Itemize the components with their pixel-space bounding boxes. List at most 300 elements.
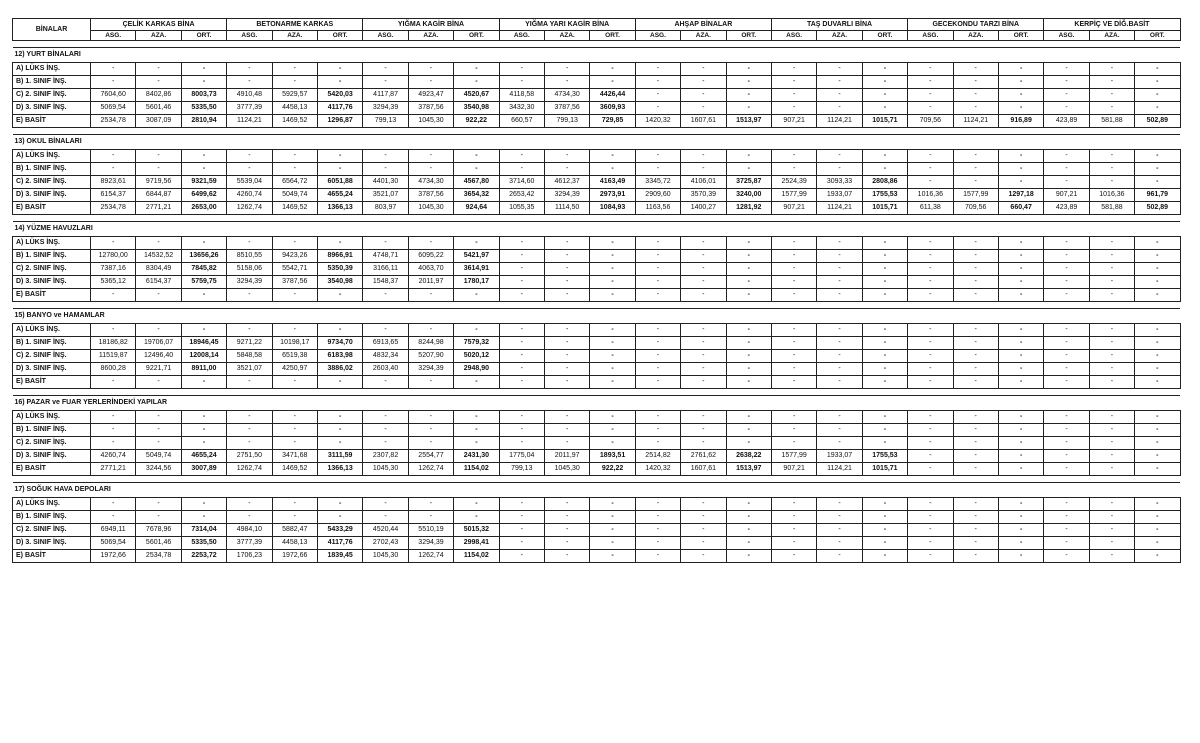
- asg-cell: -: [635, 511, 680, 524]
- aza-cell: 3787,56: [408, 189, 453, 202]
- aza-cell: -: [681, 437, 726, 450]
- table-row: [13, 450, 1181, 463]
- aza-cell: -: [136, 498, 181, 511]
- ort-cell: -: [317, 324, 362, 337]
- asg-cell: -: [771, 550, 816, 563]
- ort-cell: 4117,76: [317, 102, 362, 115]
- aza-cell: -: [272, 437, 317, 450]
- asg-cell: -: [908, 498, 953, 511]
- asg-cell: -: [635, 524, 680, 537]
- aza-cell: -: [408, 163, 453, 176]
- aza-cell: 3471,68: [272, 450, 317, 463]
- table-row: [13, 363, 1181, 376]
- asg-cell: -: [1044, 350, 1089, 363]
- aza-cell: -: [953, 150, 998, 163]
- asg-cell: -: [908, 237, 953, 250]
- asg-cell: 4260,74: [91, 450, 136, 463]
- aza-cell: 1469,52: [272, 115, 317, 128]
- asg-cell: -: [227, 63, 272, 76]
- aza-cell: -: [272, 163, 317, 176]
- asg-cell: -: [908, 276, 953, 289]
- ort-cell: -: [590, 250, 635, 263]
- asg-cell: 1163,56: [635, 202, 680, 215]
- aza-cell: 3294,39: [408, 363, 453, 376]
- row-label: D) 3. SINIF İNŞ.: [13, 189, 91, 202]
- asg-cell: -: [499, 350, 544, 363]
- ort-cell: 9321,59: [181, 176, 226, 189]
- ort-cell: -: [862, 363, 907, 376]
- asg-cell: 5069,54: [91, 537, 136, 550]
- table-row: [13, 350, 1181, 363]
- ort-cell: -: [181, 163, 226, 176]
- aza-cell: 799,13: [544, 115, 589, 128]
- aza-cell: 4734,30: [544, 89, 589, 102]
- asg-cell: -: [227, 424, 272, 437]
- ort-cell: -: [590, 550, 635, 563]
- sub-header-asg: ASG.: [227, 31, 272, 41]
- ort-cell: 1893,51: [590, 450, 635, 463]
- aza-cell: -: [544, 437, 589, 450]
- aza-cell: -: [1089, 89, 1134, 102]
- ort-cell: 3609,93: [590, 102, 635, 115]
- ort-cell: -: [862, 537, 907, 550]
- ort-cell: -: [862, 550, 907, 563]
- ort-cell: -: [1135, 163, 1180, 176]
- asg-cell: -: [635, 237, 680, 250]
- table-row: [13, 463, 1181, 476]
- row-label: B) 1. SINIF İNŞ.: [13, 424, 91, 437]
- ort-cell: -: [862, 102, 907, 115]
- asg-cell: -: [908, 350, 953, 363]
- aza-cell: -: [817, 150, 862, 163]
- aza-cell: -: [1089, 350, 1134, 363]
- aza-cell: -: [681, 350, 726, 363]
- aza-cell: 8244,98: [408, 337, 453, 350]
- ort-cell: 1366,13: [317, 463, 362, 476]
- ort-cell: -: [181, 150, 226, 163]
- ort-cell: 6051,88: [317, 176, 362, 189]
- asg-cell: -: [499, 324, 544, 337]
- aza-cell: -: [272, 498, 317, 511]
- asg-cell: -: [1044, 411, 1089, 424]
- aza-cell: 6844,87: [136, 189, 181, 202]
- asg-cell: -: [91, 150, 136, 163]
- section-spacer: [13, 302, 1181, 309]
- aza-cell: -: [953, 102, 998, 115]
- ort-cell: -: [1135, 350, 1180, 363]
- ort-cell: -: [1135, 376, 1180, 389]
- row-label: B) 1. SINIF İNŞ.: [13, 250, 91, 263]
- table-row: [13, 150, 1181, 163]
- aza-cell: -: [544, 289, 589, 302]
- asg-cell: -: [771, 102, 816, 115]
- asg-cell: 4520,44: [363, 524, 408, 537]
- asg-cell: -: [771, 237, 816, 250]
- ort-cell: -: [317, 63, 362, 76]
- ort-cell: -: [998, 524, 1043, 537]
- ort-cell: -: [1135, 463, 1180, 476]
- asg-cell: -: [1044, 163, 1089, 176]
- table-row: [13, 337, 1181, 350]
- aza-cell: -: [1089, 550, 1134, 563]
- aza-cell: -: [817, 524, 862, 537]
- ort-cell: -: [862, 324, 907, 337]
- aza-cell: -: [953, 437, 998, 450]
- aza-cell: -: [681, 289, 726, 302]
- ort-cell: -: [1135, 537, 1180, 550]
- aza-cell: -: [681, 76, 726, 89]
- asg-cell: -: [363, 289, 408, 302]
- aza-cell: -: [544, 376, 589, 389]
- ort-cell: -: [726, 550, 771, 563]
- aza-cell: 4250,97: [272, 363, 317, 376]
- ort-cell: -: [454, 437, 499, 450]
- asg-cell: -: [908, 176, 953, 189]
- sub-header-ort: ORT.: [181, 31, 226, 41]
- aza-cell: 3087,09: [136, 115, 181, 128]
- asg-cell: -: [499, 437, 544, 450]
- aza-cell: -: [681, 324, 726, 337]
- ort-cell: -: [862, 411, 907, 424]
- asg-cell: -: [91, 237, 136, 250]
- table-row: [13, 115, 1181, 128]
- aza-cell: -: [272, 237, 317, 250]
- aza-cell: -: [1089, 524, 1134, 537]
- table-row: [13, 176, 1181, 189]
- aza-cell: -: [136, 289, 181, 302]
- aza-cell: -: [544, 276, 589, 289]
- aza-cell: 3570,39: [681, 189, 726, 202]
- group-header-tas-duvarli: TAŞ DUVARLI BİNA: [771, 19, 907, 31]
- aza-cell: -: [1089, 511, 1134, 524]
- aza-cell: -: [1089, 237, 1134, 250]
- asg-cell: 8923,61: [91, 176, 136, 189]
- ort-cell: 1296,87: [317, 115, 362, 128]
- aza-cell: -: [1089, 176, 1134, 189]
- section-title: 14) YÜZME HAVUZLARI: [14, 225, 93, 232]
- ort-cell: -: [317, 437, 362, 450]
- asg-cell: -: [635, 263, 680, 276]
- ort-cell: -: [862, 250, 907, 263]
- aza-cell: -: [681, 337, 726, 350]
- asg-cell: 907,21: [771, 115, 816, 128]
- asg-cell: -: [227, 411, 272, 424]
- asg-cell: -: [771, 498, 816, 511]
- aza-cell: 1607,61: [681, 115, 726, 128]
- ort-cell: -: [998, 163, 1043, 176]
- asg-cell: -: [1044, 511, 1089, 524]
- ort-cell: -: [726, 437, 771, 450]
- ort-cell: -: [998, 437, 1043, 450]
- aza-cell: -: [408, 498, 453, 511]
- aza-cell: -: [817, 411, 862, 424]
- asg-cell: -: [635, 537, 680, 550]
- asg-cell: 3345,72: [635, 176, 680, 189]
- aza-cell: -: [272, 63, 317, 76]
- aza-cell: -: [953, 350, 998, 363]
- asg-cell: -: [771, 437, 816, 450]
- ort-cell: -: [590, 524, 635, 537]
- asg-cell: -: [363, 424, 408, 437]
- building-cost-table: [12, 18, 1181, 563]
- aza-cell: 6519,38: [272, 350, 317, 363]
- ort-cell: -: [726, 276, 771, 289]
- ort-cell: -: [1135, 150, 1180, 163]
- sub-header-asg: ASG.: [363, 31, 408, 41]
- ort-cell: -: [317, 511, 362, 524]
- aza-cell: 5049,74: [272, 189, 317, 202]
- section-title-row: [13, 48, 1181, 63]
- aza-cell: -: [544, 324, 589, 337]
- asg-cell: 3521,07: [227, 363, 272, 376]
- asg-cell: -: [363, 163, 408, 176]
- asg-cell: 1775,04: [499, 450, 544, 463]
- cost-table-page: [12, 18, 1180, 563]
- ort-cell: -: [726, 237, 771, 250]
- asg-cell: -: [908, 537, 953, 550]
- ort-cell: 9734,70: [317, 337, 362, 350]
- ort-cell: 5759,75: [181, 276, 226, 289]
- asg-cell: -: [363, 376, 408, 389]
- ort-cell: -: [862, 350, 907, 363]
- section-title-row: [13, 483, 1181, 498]
- ort-cell: -: [1135, 250, 1180, 263]
- asg-cell: 907,21: [771, 463, 816, 476]
- aza-cell: -: [272, 150, 317, 163]
- ort-cell: -: [454, 411, 499, 424]
- aza-cell: -: [1089, 289, 1134, 302]
- asg-cell: -: [91, 76, 136, 89]
- asg-cell: -: [771, 276, 816, 289]
- ort-cell: 5015,32: [454, 524, 499, 537]
- ort-cell: -: [862, 424, 907, 437]
- aza-cell: -: [681, 424, 726, 437]
- table-row: [13, 411, 1181, 424]
- aza-cell: -: [1089, 376, 1134, 389]
- asg-cell: 5158,06: [227, 263, 272, 276]
- asg-cell: -: [908, 424, 953, 437]
- aza-cell: -: [817, 537, 862, 550]
- ort-cell: 8003,73: [181, 89, 226, 102]
- row-label: B) 1. SINIF İNŞ.: [13, 337, 91, 350]
- asg-cell: -: [1044, 437, 1089, 450]
- sub-header-aza: AZA.: [953, 31, 998, 41]
- aza-cell: -: [544, 350, 589, 363]
- asg-cell: -: [499, 289, 544, 302]
- asg-cell: -: [771, 537, 816, 550]
- asg-cell: -: [499, 337, 544, 350]
- aza-cell: -: [681, 237, 726, 250]
- asg-cell: 423,89: [1044, 202, 1089, 215]
- asg-cell: 2307,82: [363, 450, 408, 463]
- aza-cell: 3787,56: [408, 102, 453, 115]
- sub-header-asg: ASG.: [635, 31, 680, 41]
- sub-header-aza: AZA.: [681, 31, 726, 41]
- sub-header-ort: ORT.: [998, 31, 1043, 41]
- aza-cell: -: [1089, 324, 1134, 337]
- asg-cell: -: [771, 63, 816, 76]
- aza-cell: -: [953, 524, 998, 537]
- asg-cell: 3294,39: [363, 102, 408, 115]
- ort-cell: -: [590, 76, 635, 89]
- ort-cell: -: [181, 437, 226, 450]
- table-row: [13, 289, 1181, 302]
- aza-cell: 1045,30: [408, 115, 453, 128]
- aza-cell: 1124,21: [817, 202, 862, 215]
- ort-cell: -: [998, 237, 1043, 250]
- aza-cell: 1114,50: [544, 202, 589, 215]
- table-row: [13, 324, 1181, 337]
- aza-cell: -: [953, 89, 998, 102]
- asg-cell: -: [1044, 250, 1089, 263]
- aza-cell: -: [1089, 63, 1134, 76]
- asg-cell: -: [1044, 176, 1089, 189]
- ort-cell: -: [590, 376, 635, 389]
- asg-cell: 611,38: [908, 202, 953, 215]
- section-title: 16) PAZAR ve FUAR YERLERİNDEKİ YAPILAR: [14, 399, 168, 406]
- table-row: [13, 76, 1181, 89]
- asg-cell: -: [771, 363, 816, 376]
- aza-cell: 5882,47: [272, 524, 317, 537]
- group-header-ahsap: AHŞAP BİNALAR: [635, 19, 771, 31]
- ort-cell: -: [181, 63, 226, 76]
- asg-cell: -: [635, 250, 680, 263]
- aza-cell: -: [136, 150, 181, 163]
- ort-cell: -: [862, 76, 907, 89]
- ort-cell: 916,89: [998, 115, 1043, 128]
- ort-cell: -: [1135, 498, 1180, 511]
- ort-cell: -: [998, 89, 1043, 102]
- asg-cell: 1548,37: [363, 276, 408, 289]
- aza-cell: 1124,21: [817, 115, 862, 128]
- asg-cell: -: [771, 350, 816, 363]
- aza-cell: -: [136, 63, 181, 76]
- aza-cell: -: [681, 276, 726, 289]
- section-spacer: [13, 41, 1181, 48]
- aza-cell: -: [544, 337, 589, 350]
- header-sub-row: [13, 31, 1181, 41]
- aza-cell: -: [1089, 250, 1134, 263]
- ort-cell: -: [1135, 437, 1180, 450]
- ort-cell: -: [726, 63, 771, 76]
- aza-cell: -: [136, 411, 181, 424]
- ort-cell: 1839,45: [317, 550, 362, 563]
- asg-cell: 7604,60: [91, 89, 136, 102]
- aza-cell: -: [681, 163, 726, 176]
- table-row: [13, 102, 1181, 115]
- row-label: D) 3. SINIF İNŞ.: [13, 363, 91, 376]
- row-label: E) BASİT: [13, 376, 91, 389]
- aza-cell: 7678,96: [136, 524, 181, 537]
- ort-cell: -: [1135, 63, 1180, 76]
- ort-cell: -: [590, 363, 635, 376]
- aza-cell: -: [1089, 537, 1134, 550]
- aza-cell: -: [408, 424, 453, 437]
- asg-cell: 3521,07: [363, 189, 408, 202]
- aza-cell: -: [953, 263, 998, 276]
- ort-cell: -: [454, 163, 499, 176]
- aza-cell: -: [953, 63, 998, 76]
- ort-cell: 3886,02: [317, 363, 362, 376]
- asg-cell: -: [635, 163, 680, 176]
- ort-cell: -: [590, 263, 635, 276]
- asg-cell: -: [91, 498, 136, 511]
- asg-cell: -: [1044, 424, 1089, 437]
- asg-cell: -: [363, 63, 408, 76]
- aza-cell: 3787,56: [544, 102, 589, 115]
- asg-cell: -: [635, 550, 680, 563]
- ort-cell: 8911,00: [181, 363, 226, 376]
- aza-cell: -: [1089, 463, 1134, 476]
- aza-cell: -: [1089, 263, 1134, 276]
- ort-cell: -: [998, 411, 1043, 424]
- aza-cell: 5510,19: [408, 524, 453, 537]
- asg-cell: -: [227, 150, 272, 163]
- ort-cell: -: [726, 411, 771, 424]
- aza-cell: 5049,74: [136, 450, 181, 463]
- ort-cell: -: [181, 511, 226, 524]
- aza-cell: 1972,66: [272, 550, 317, 563]
- aza-cell: -: [408, 376, 453, 389]
- ort-cell: 924,64: [454, 202, 499, 215]
- asg-cell: 8600,28: [91, 363, 136, 376]
- ort-cell: -: [862, 289, 907, 302]
- aza-cell: -: [1089, 424, 1134, 437]
- asg-cell: -: [771, 511, 816, 524]
- ort-cell: 3540,98: [454, 102, 499, 115]
- asg-cell: -: [227, 437, 272, 450]
- aza-cell: 9221,71: [136, 363, 181, 376]
- asg-cell: -: [499, 498, 544, 511]
- ort-cell: -: [726, 150, 771, 163]
- ort-cell: -: [1135, 337, 1180, 350]
- ort-cell: 3007,89: [181, 463, 226, 476]
- ort-cell: -: [998, 150, 1043, 163]
- ort-cell: -: [181, 289, 226, 302]
- aza-cell: 14532,52: [136, 250, 181, 263]
- spacer-cell: [13, 215, 1181, 222]
- aza-cell: -: [681, 263, 726, 276]
- ort-cell: 5420,03: [317, 89, 362, 102]
- asg-cell: 4117,87: [363, 89, 408, 102]
- table-row: [13, 511, 1181, 524]
- asg-cell: -: [499, 537, 544, 550]
- aza-cell: 1262,74: [408, 550, 453, 563]
- aza-cell: -: [408, 237, 453, 250]
- ort-cell: -: [1135, 411, 1180, 424]
- ort-cell: -: [590, 511, 635, 524]
- ort-cell: -: [998, 102, 1043, 115]
- ort-cell: -: [726, 89, 771, 102]
- section-title: 17) SOĞUK HAVA DEPOLARI: [14, 486, 111, 493]
- aza-cell: -: [1089, 337, 1134, 350]
- aza-cell: -: [817, 498, 862, 511]
- asg-cell: 2514,82: [635, 450, 680, 463]
- asg-cell: -: [635, 411, 680, 424]
- asg-cell: 2751,50: [227, 450, 272, 463]
- ort-cell: -: [998, 176, 1043, 189]
- asg-cell: 423,89: [1044, 115, 1089, 128]
- ort-cell: 922,22: [454, 115, 499, 128]
- row-label: D) 3. SINIF İNŞ.: [13, 450, 91, 463]
- asg-cell: -: [499, 550, 544, 563]
- ort-cell: -: [454, 150, 499, 163]
- asg-cell: -: [363, 437, 408, 450]
- aza-cell: 4923,47: [408, 89, 453, 102]
- asg-cell: 5848,58: [227, 350, 272, 363]
- asg-cell: -: [635, 350, 680, 363]
- aza-cell: 2011,97: [408, 276, 453, 289]
